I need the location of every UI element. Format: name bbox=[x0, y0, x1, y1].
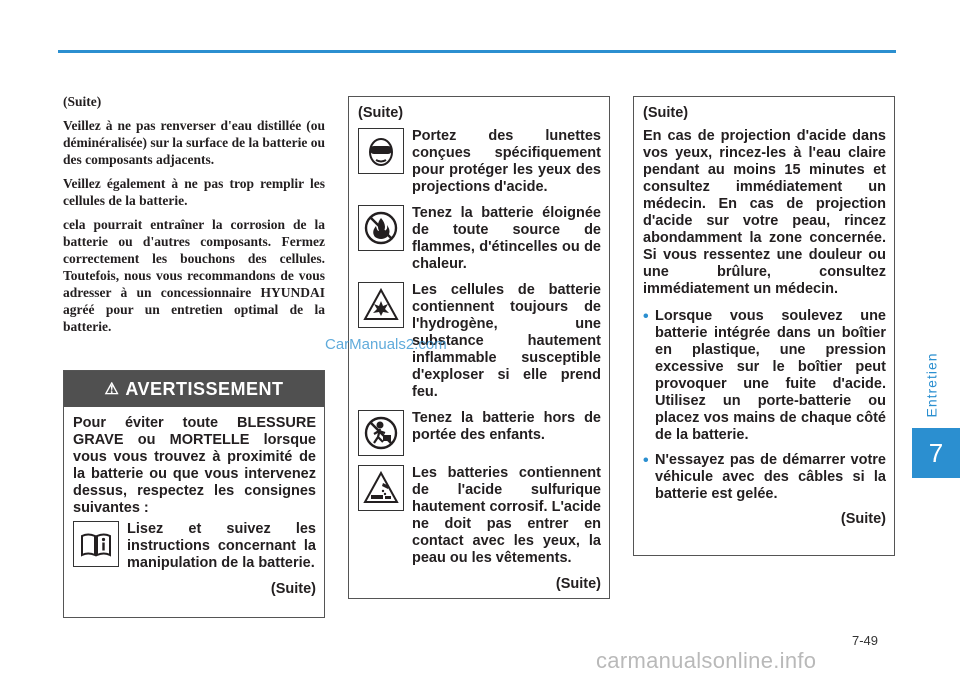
warning-suite: (Suite) bbox=[270, 581, 316, 597]
middle-box-title: (Suite) bbox=[358, 105, 404, 121]
warning-intro: Pour éviter toute BLESSURE GRAVE ou MORTELLE lorsque vous vous trouvez à proximité de la batterie ou que vous intervenez dessus, respectez les consignes suivantes : bbox=[73, 415, 316, 516]
left-paragraph: (Suite) bbox=[63, 94, 102, 109]
safety-item-text: Les batteries contiennent de l'acide sulfurique hautement corrosif. L'acide ne doit pas entrer en contact avec les yeux, la peau ou les vêtements. bbox=[412, 465, 601, 566]
goggles-icon bbox=[358, 128, 404, 174]
left-paragraph: Veillez également à ne pas trop remplir les cellules de la batterie. bbox=[63, 176, 325, 208]
list-item bbox=[643, 452, 886, 503]
left-paragraph: cela pourrait entraîner la corrosion de la batterie ou d'autres composants. Fermez correctement les bouchons des cellules. Toutefois, nous vous recommandons de vous adresser à un concessionnaire HYUNDAI agréé pour un entretien optimal de la batterie. bbox=[63, 217, 325, 334]
explosion-warning-icon bbox=[358, 282, 404, 328]
chapter-side-label: Entretien bbox=[924, 352, 941, 418]
page-number: 7-49 bbox=[852, 633, 879, 648]
safety-box-right bbox=[633, 96, 895, 556]
bullet-icon: • bbox=[643, 308, 649, 325]
safety-item bbox=[358, 128, 601, 196]
warning-header bbox=[64, 371, 324, 407]
manual-info-icon bbox=[73, 521, 119, 567]
left-column bbox=[63, 93, 325, 342]
bullet-icon: • bbox=[643, 452, 649, 469]
safety-item-text: Portez des lunettes conçues spécifiquement pour protéger les yeux des projections d'acide. bbox=[412, 128, 601, 195]
watermark-bottom: carmanualsonline.info bbox=[596, 648, 817, 673]
bullet-text: N'essayez pas de démarrer votre véhicule avec des câbles si la batterie est gelée. bbox=[655, 452, 886, 502]
warning-triangle-icon: ⚠ bbox=[104, 381, 120, 398]
warning-body bbox=[64, 407, 324, 598]
right-box-paragraph: En cas de projection d'acide dans vos yeux, rincez-les à l'eau claire pendant au moins 15 minutes et consultez immédiatement un médecin. En cas de projection d'acide sur votre peau, rincez abondamment la zone concernée. Si vous ressentez une douleur ou une brûlure, consultez immédiatement un médecin. bbox=[643, 128, 886, 297]
no-flame-icon bbox=[358, 205, 404, 251]
warning-item-text: Lisez et suivez les instructions concernant la manipulation de la batterie. bbox=[127, 521, 316, 571]
keep-from-children-icon bbox=[358, 410, 404, 456]
left-paragraph: Veillez à ne pas renverser d'eau distillée (ou déminéralisée) sur la surface de la batterie ou des composants adjacents. bbox=[63, 118, 325, 167]
safety-item-text: Tenez la batterie éloignée de toute source de flammes, d'étincelles ou de chaleur. bbox=[412, 205, 601, 272]
safety-item bbox=[358, 410, 601, 456]
right-box-title: (Suite) bbox=[643, 105, 689, 121]
warning-title: AVERTISSEMENT bbox=[125, 378, 284, 399]
safety-item bbox=[358, 465, 601, 567]
safety-item bbox=[358, 205, 601, 273]
header-rule bbox=[58, 50, 896, 53]
middle-box-suite: (Suite) bbox=[555, 576, 601, 592]
safety-item-text: Les cellules de batterie contiennent toujours de l'hydrogène, une substance hautement inflammable susceptible d'exploser si elle prend feu. bbox=[412, 282, 601, 400]
safety-item-text: Tenez la batterie hors de portée des enfants. bbox=[412, 410, 601, 443]
watermark-middle: CarManuals2.com bbox=[325, 336, 447, 353]
list-item bbox=[643, 308, 886, 444]
warning-box bbox=[63, 370, 325, 618]
acid-warning-icon bbox=[358, 465, 404, 511]
chapter-tab: 7 bbox=[912, 428, 960, 478]
warning-item bbox=[73, 521, 316, 572]
right-box-suite: (Suite) bbox=[840, 511, 886, 527]
bullet-text: Lorsque vous soulevez une batterie intégrée dans un boîtier en plastique, une pression excessive sur le boîtier peut provoquer une fuite d'acide. Utilisez un porte-batterie ou placez vos mains de chaque côté de la batterie. bbox=[655, 308, 886, 443]
